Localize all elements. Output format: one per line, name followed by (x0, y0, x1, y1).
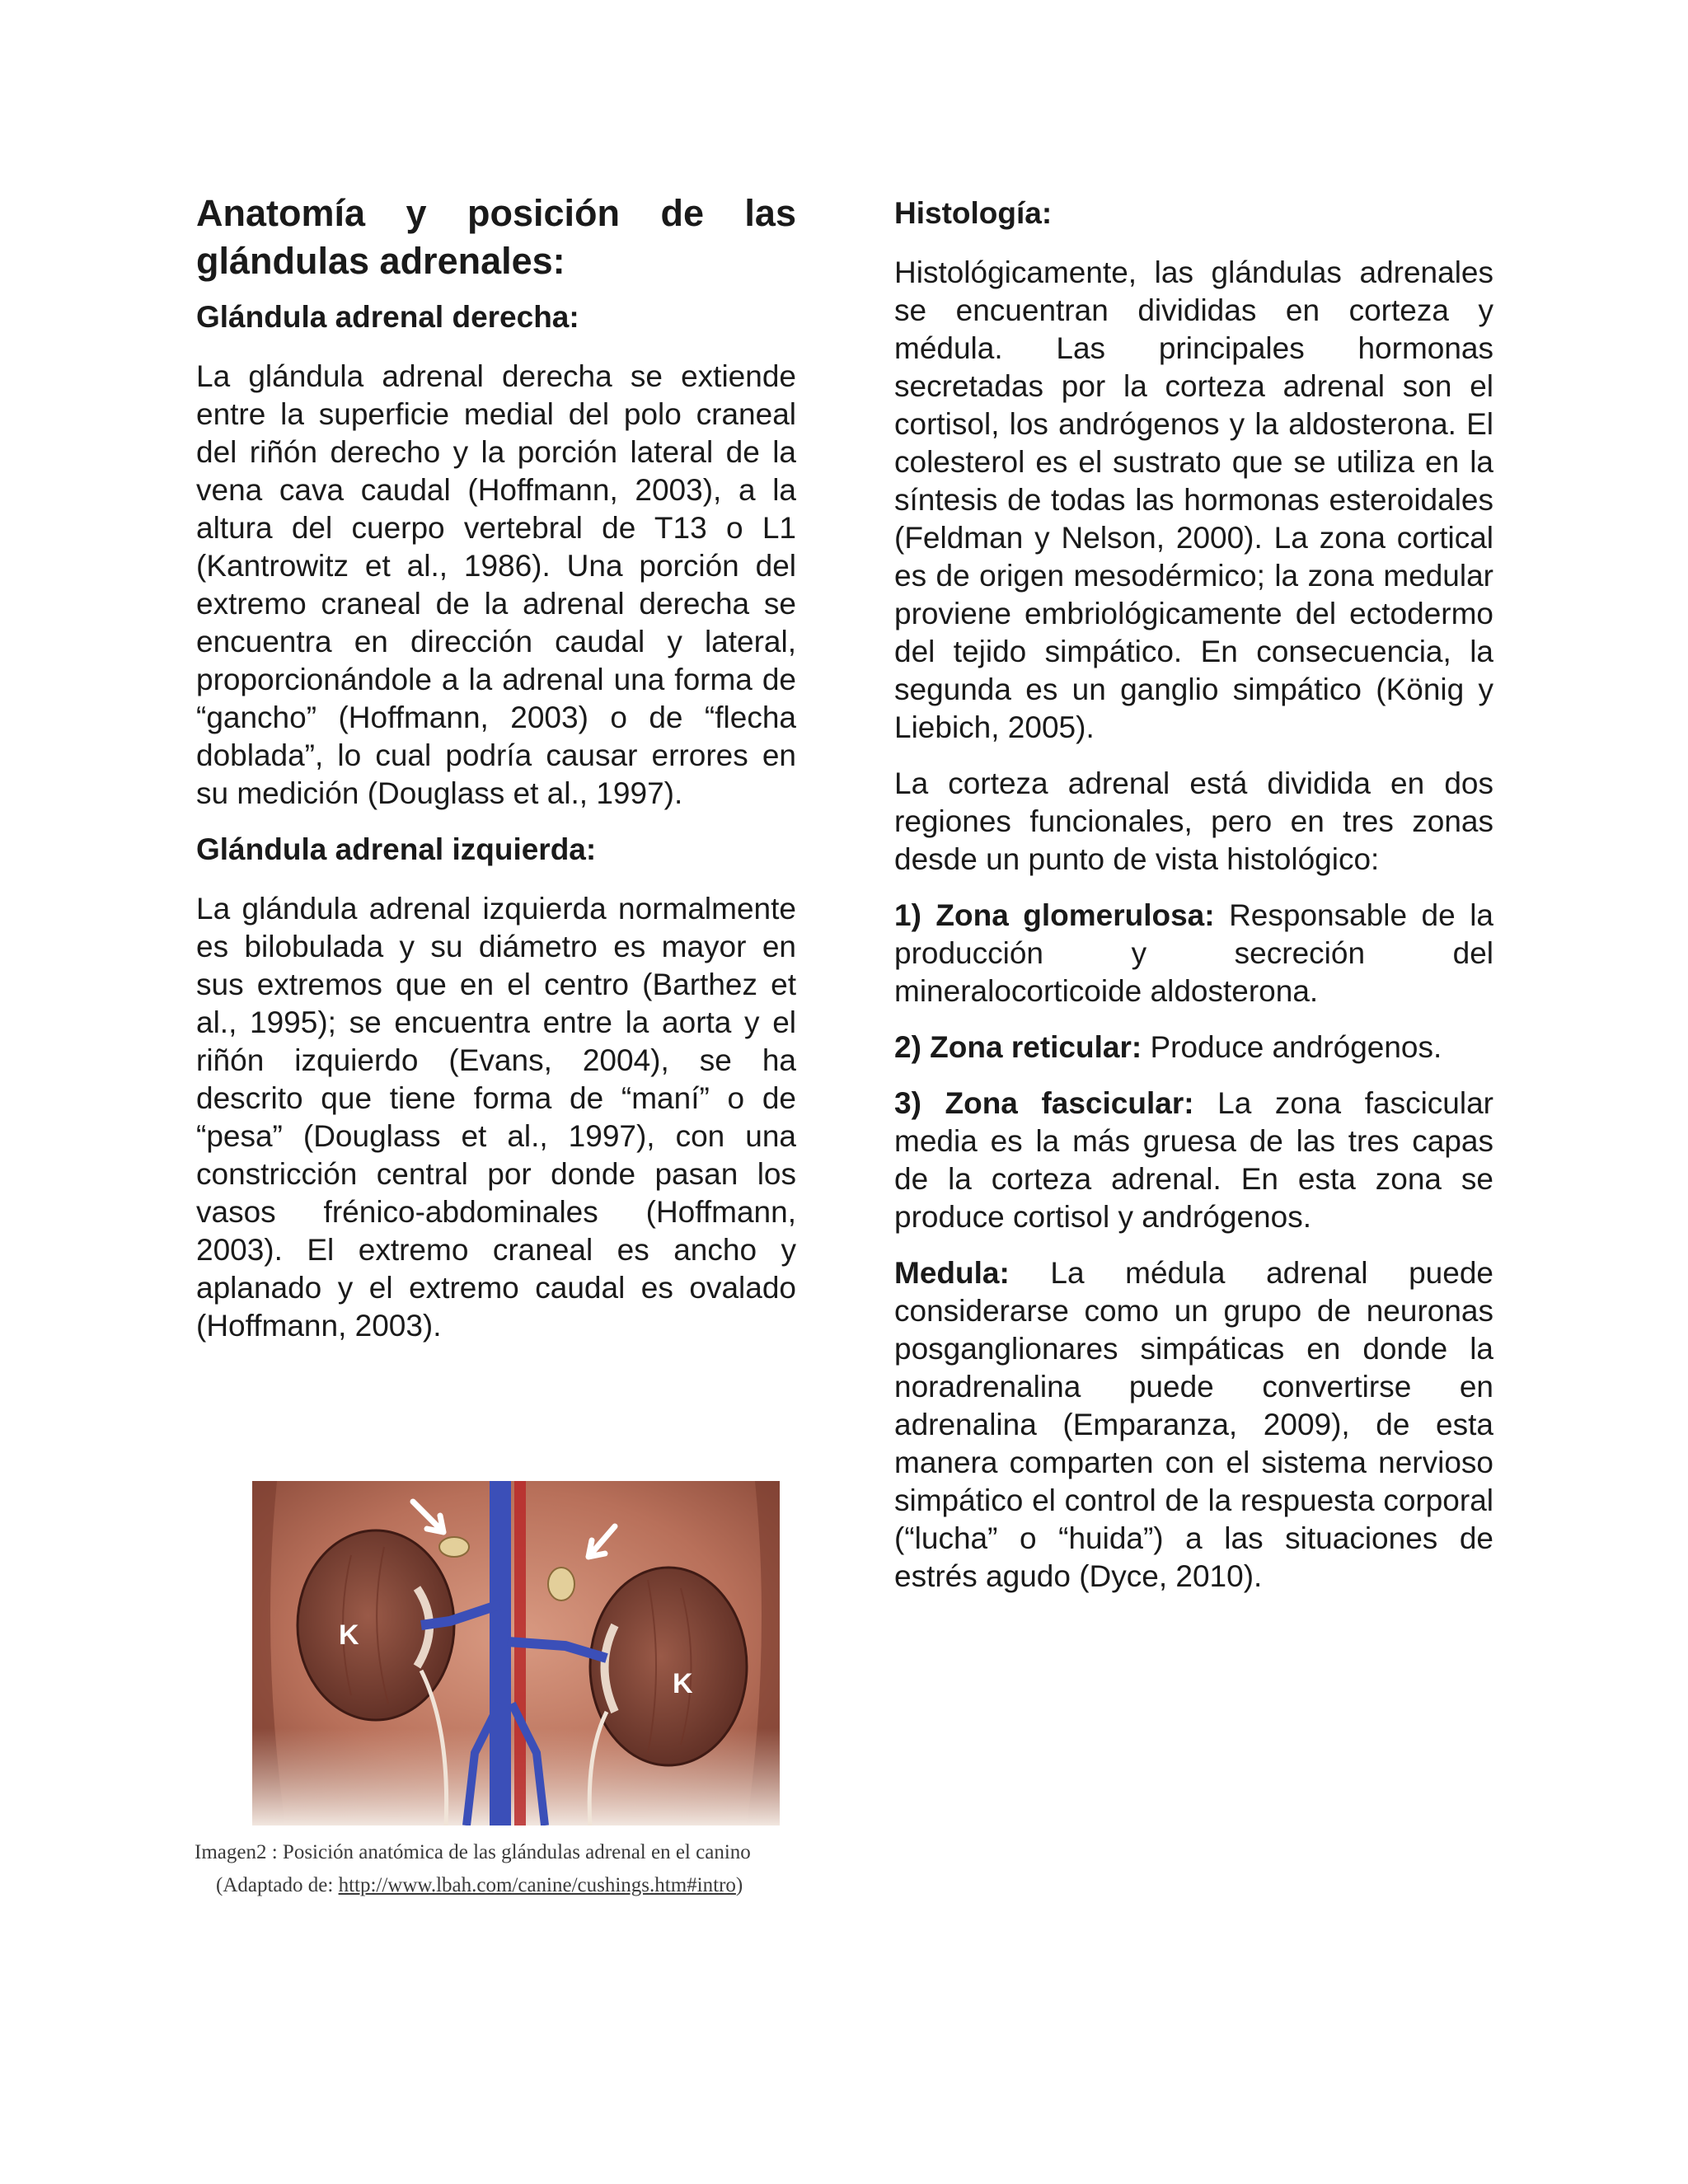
caption-line-1: Imagen2 : Posición anatómica de las glándulas adrenal en el canino (195, 1841, 751, 1863)
medula-paragraph (894, 1254, 1493, 1596)
kidney-illustration (252, 1481, 780, 1825)
zone-fascicular-label: 3) Zona fascicular: (894, 1086, 1194, 1120)
zone-reticular-text: Produce andrógenos. (1142, 1030, 1442, 1064)
zone-reticular-label: 2) Zona reticular: (894, 1030, 1142, 1064)
caption-prefix: (Adaptado de: (216, 1874, 339, 1896)
histology-heading: Histología: (894, 196, 1053, 230)
right-adrenal-gland (439, 1537, 469, 1557)
right-gland-heading: Glándula adrenal derecha: (196, 300, 579, 334)
zone-glomerulosa-label: 1) Zona glomerulosa: (894, 898, 1215, 932)
caption-suffix: ) (735, 1874, 743, 1896)
caption-line-2 (195, 1869, 846, 1902)
left-gland-heading: Glándula adrenal izquierda: (196, 832, 597, 866)
histology-paragraph-1: Histológicamente, las glándulas adrenales se encuentran divididas en corteza y médula. Las principales hormonas secretadas por la corteza adrenal son el cortisol, los andrógenos y la aldosterona. El colesterol es el sustrato que se utiliza en la síntesis de todas las hormonas esteroidales (Feldman y Nelson, 2000). La zona cortical es de origen mesodérmico; la zona medular proviene embriológicamente del ectodermo del tejido simpático. En consecuencia, la segunda es un ganglio simpático (König y Liebich, 2005). (894, 255, 1493, 744)
zone-fascicular (894, 1085, 1493, 1236)
left-gland-paragraph: La glándula adrenal izquierda normalmente es bilobulada y su diámetro es mayor en sus extremos que en el centro (Barthez et al., 1995); se encuentra entre la aorta y el riñón izquierdo (Evans, 2004), se ha descrito que tiene forma de “maní” o de “pesa” (Douglass et al., 1997), con una constricción central por donde pasan los vasos frénico-abdominales (Hoffmann, 2003). El extremo craneal es ancho y aplanado y el extremo caudal es ovalado (Hoffmann, 2003). (196, 892, 796, 1343)
zone-reticular (894, 1029, 1493, 1066)
section-title: Anatomía y posición de las glándulas adrenales: (196, 192, 796, 282)
medula-text: La médula adrenal puede considerarse como un grupo de neuronas posganglionares simpáticas en donde la noradrenalina puede convertirse en adrenalina (Emparanza, 2009), de esta manera comparten con el sistema nervioso simpático el control de la respuesta corporal (“lucha” o “huida”) a las situaciones de estrés agudo (Dyce, 2010). (894, 1256, 1493, 1593)
right-column (894, 194, 1493, 1614)
vena-cava (514, 1481, 526, 1825)
zone-fascicular-text: La zona fascicular media es la más gruesa de las tres capas de la corteza adrenal. En esta zona se produce cortisol y andrógenos. (894, 1086, 1493, 1234)
figure-caption (195, 1836, 846, 1902)
caption-source-link[interactable]: http://www.lbah.com/canine/cushings.htm#intro (338, 1874, 736, 1896)
aorta (490, 1481, 511, 1825)
medula-label: Medula: (894, 1256, 1010, 1290)
kidney-label-left: K (339, 1619, 359, 1651)
left-adrenal-gland (548, 1568, 574, 1601)
zone-glomerulosa (894, 897, 1493, 1010)
left-column (196, 190, 796, 1363)
kidney-anatomy-figure (252, 1481, 780, 1825)
zone-glomerulosa-text: Responsable de la producción y secreción del mineralocorticoide aldosterona. (894, 898, 1494, 1008)
right-kidney (590, 1568, 747, 1765)
right-gland-paragraph: La glándula adrenal derecha se extiende entre la superficie medial del polo craneal del riñón derecho y la porción lateral de la vena cava caudal (Hoffmann, 2003), a la altura del cuerpo vertebral de T13 o L1 (Kantrowitz et al., 1986). Una porción del extremo craneal de la adrenal derecha se encuentra en dirección caudal y lateral, proporcionándole a la adrenal una forma de “gancho” (Hoffmann, 2003) o de “flecha doblada”, lo cual podría causar errores en su medición (Douglass et al., 1997). (196, 359, 796, 810)
histology-paragraph-2: La corteza adrenal está dividida en dos regiones funcionales, pero en tres zonas desde un punto de vista histológico: (894, 766, 1493, 876)
kidney-label-right: K (673, 1668, 693, 1699)
